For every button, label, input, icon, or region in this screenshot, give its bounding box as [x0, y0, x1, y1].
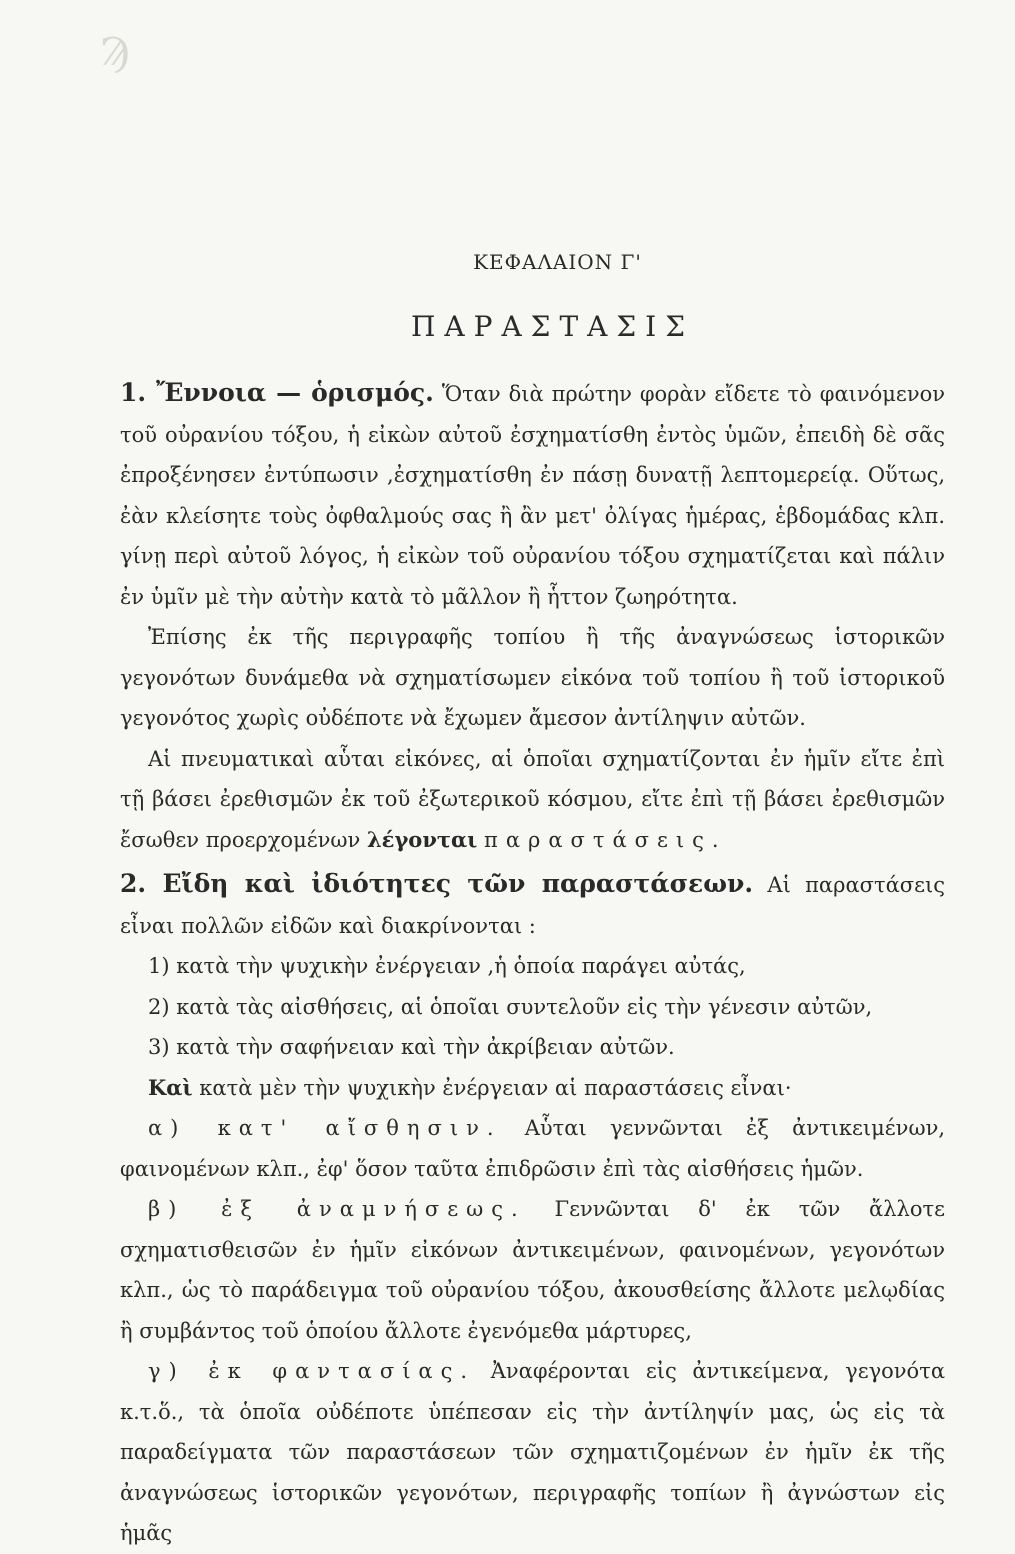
- list-item: 2) κατὰ τὰς αἰσθήσεις, αἱ ὁποῖαι συντελοῦν εἰς τὴν γένεσιν αὐτῶν,: [148, 994, 873, 1019]
- chapter-heading: ΚΕΦΑΛΑΙΟΝ Γ': [473, 250, 642, 274]
- section-2-intro: Αἱ παραστάσεις εἶναι πολλῶν εἰδῶν καὶ διακρίνονται :: [120, 873, 945, 938]
- beta-text: Γεννῶνται δ' ἐκ τῶν ἄλλοτε σχηματισθεισῶν ἐν ἡμῖν εἰκόνων ἀντικειμένων, φαινομένων, γεγονότων κλπ., ὡς τὸ παράδειγμα τοῦ οὐρανίου τόξου, ἀκουσθείσης ἄλλοτε μελῳδίας ἢ συμβάντος τοῦ ὁποίου ἄλλοτε ἐγενόμεθα μάρτυρες,: [120, 1197, 945, 1343]
- paragraph-3: [120, 739, 945, 861]
- lead-text: κατὰ μὲν τὴν ψυχικὴν ἐνέργειαν αἱ παραστάσεις εἶναι·: [199, 1075, 792, 1100]
- paragraph-definition: [120, 373, 945, 617]
- section-1-heading: 1. Ἔννοια — ὁρισμός.: [120, 378, 434, 407]
- paragraph-1-text: Ὅταν διὰ πρώτην φορὰν εἴδετε τὸ φαινόμενον τοῦ οὐρανίου τόξου, ἡ εἰκὼν αὐτοῦ ἐσχηματίσθη ἐντὸς ὑμῶν, ἐπειδὴ δὲ σᾶς ἐπροξένησεν ἐντύπωσιν ,ἐσχηματίσθη ἐν πάσῃ δυνατῇ λεπτομερείᾳ. Οὕτως, ἐὰν κλείσητε τοὺς ὀφθαλμούς σας ἢ ἂν μετ' ὀλίγας ἡμέρας, ἑβδομάδας κλπ. γίνῃ περὶ αὐτοῦ λόγος, ἡ εἰκὼν τοῦ οὐρανίου τόξου σχηματίζεται καὶ πάλιν ἐν ὑμῖν μὲ τὴν αὐτὴν κατὰ τὸ μᾶλλον ἢ ἧττον ζωηρότητα.: [120, 382, 945, 609]
- list-item: 3) κατὰ τὴν σαφήνειαν καὶ τὴν ἀκρίβειαν αὐτῶν.: [148, 1035, 675, 1059]
- paragraph-types-lead: [120, 1068, 945, 1109]
- section-2-heading: 2. Εἴδη καὶ ἰδιότητες τῶν παραστάσεων.: [120, 869, 754, 898]
- paragraph-section-2: [120, 864, 945, 946]
- alpha-label: α) κατ' αἴσθησιν.: [148, 1116, 502, 1140]
- beta-label: β) ἐξ ἀναμνήσεως.: [148, 1197, 526, 1221]
- lead-bold-word: Καὶ: [148, 1074, 193, 1100]
- paragraph-alpha: [120, 1108, 945, 1189]
- gamma-label: γ) ἐκ φαντασίας.: [148, 1359, 476, 1383]
- paragraph-3-verb: λέγονται: [366, 826, 478, 852]
- list-item: 1) κατὰ τὴν ψυχικὴν ἐνέργειαν ,ἡ ὁποία παράγει αὐτάς,: [148, 954, 746, 978]
- gamma-text: Ἀναφέρονται εἰς ἀντικείμενα, γεγονότα κ.τ.ὅ., τὰ ὁποῖα οὐδέποτε ὑπέπεσαν εἰς τὴν ἀντίληψίν μας, ὡς εἰς τὰ παραδείγματα τῶν παραστάσεων τῶν σχηματιζομένων ἐν ἡμῖν ἐκ τῆς ἀναγνώσεως ἱστορικῶν γεγονότων, περιγραφῆς τοπίων ἢ ἀγνώστων εἰς ἡμᾶς: [120, 1359, 945, 1545]
- paragraph-beta: [120, 1189, 945, 1351]
- alpha-text: Αὗται γεννῶνται ἐξ ἀντικειμένων, φαινομένων κλπ., ἐφ' ὅσον ταῦτα ἐπιδρῶσιν ἐπὶ τὰς αἰσθήσεις ἡμῶν.: [120, 1116, 946, 1181]
- page-corner-mark: Ϡ: [100, 30, 130, 74]
- chapter-title: ΠΑΡΑΣΤΑΣΙΣ: [410, 310, 695, 343]
- term-parastaseis: παραστάσεις.: [484, 827, 727, 852]
- paragraph-2: Ἐπίσης ἐκ τῆς περιγραφῆς τοπίου ἢ τῆς ἀναγνώσεως ἱστορικῶν γεγονότων δυνάμεθα νὰ σχηματίσωμεν εἰκόνα τοῦ τοπίου ἢ τοῦ ἱστορικοῦ γεγονότος χωρὶς οὐδέποτε νὰ ἔχωμεν ἄμεσον ἀντίληψιν αὐτῶν.: [120, 625, 945, 730]
- paragraph-3-text: Αἱ πνευματικαὶ αὗται εἰκόνες, αἱ ὁποῖαι σχηματίζονται ἐν ἡμῖν εἴτε ἐπὶ τῇ βάσει ἐρεθισμῶν ἐκ τοῦ ἐξωτερικοῦ κόσμου, εἴτε ἐπὶ τῇ βάσει ἐρεθισμῶν ἔσωθεν προερχομένων: [120, 746, 945, 852]
- page-content: [120, 250, 945, 1554]
- body-text: [120, 373, 945, 1554]
- paragraph-gamma: [120, 1351, 945, 1554]
